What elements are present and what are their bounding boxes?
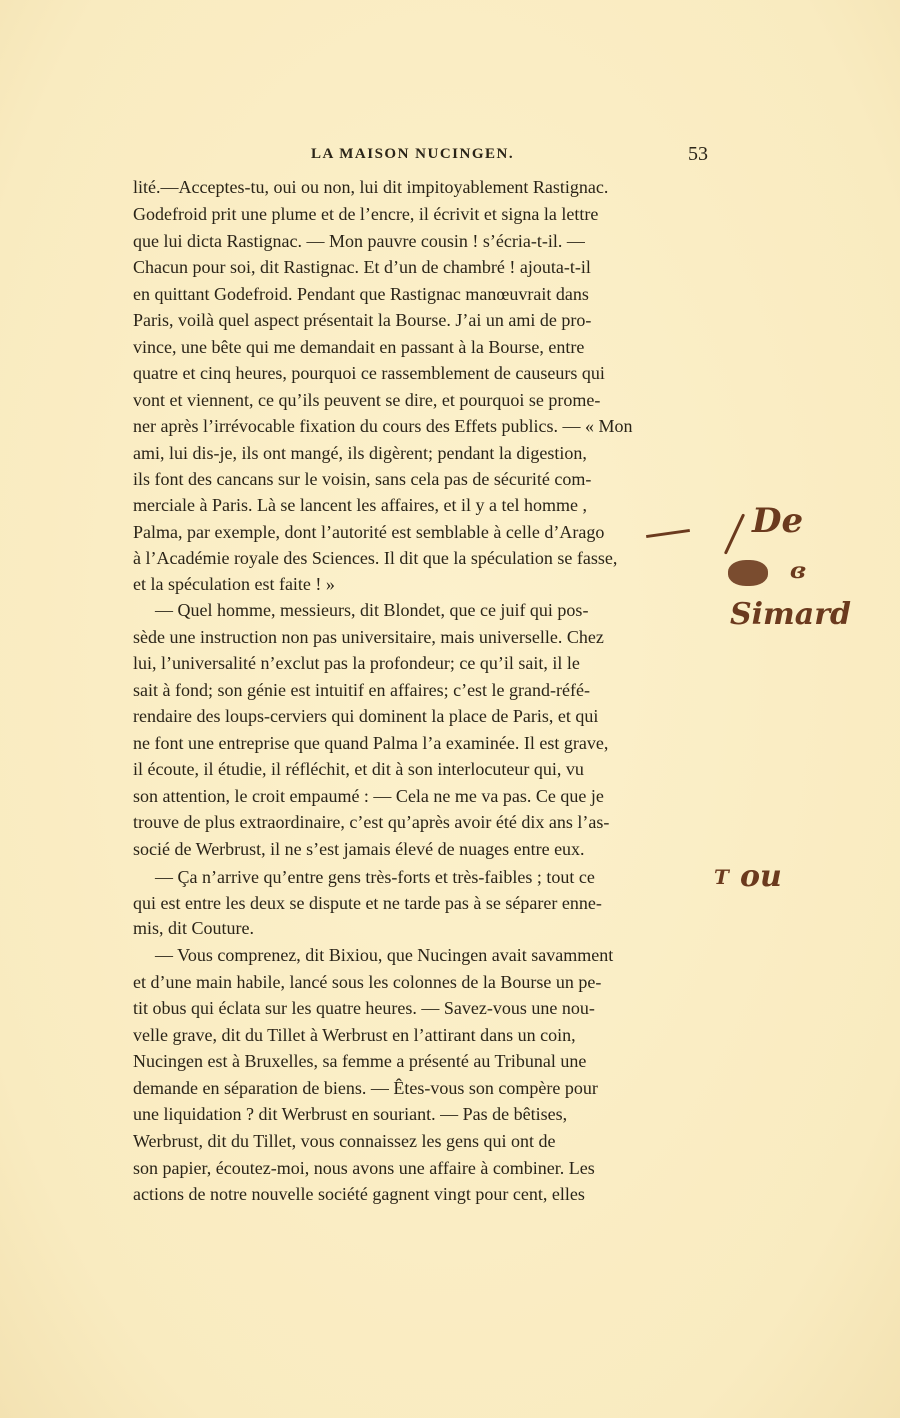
text-line: Godefroid prit une plume et de l’encre, il écrivit et signa la lettre <box>133 204 599 224</box>
text-line: en quittant Godefroid. Pendant que Rastignac manœuvrait dans <box>133 284 589 304</box>
text-line: il écoute, il étudie, il réfléchit, et dit à son interlocuteur qui, vu <box>133 759 584 779</box>
text-line: rendaire des loups-cerviers qui dominent la place de Paris, et qui <box>133 706 599 726</box>
page-number: 53 <box>688 143 708 165</box>
text-line: trouve de plus extraordinaire, c’est qu’après avoir été dix ans l’as- <box>133 812 610 832</box>
text-line: son attention, le croit empaumé : — Cela ne me va pas. Ce que je <box>133 786 604 806</box>
text-line: — Ça n’arrive qu’entre gens très-forts et très-faibles ; tout ce <box>155 867 595 887</box>
text-line: — Vous comprenez, dit Bixiou, que Nucingen avait savamment <box>155 945 614 965</box>
text-line: que lui dicta Rastignac. — Mon pauvre cousin ! s’écria-t-il. — <box>133 231 585 251</box>
text-line: ami, lui dis-je, ils ont mangé, ils digèrent; pendant la digestion, <box>133 443 587 463</box>
handwritten-note-blot: ɞ <box>790 558 806 584</box>
text-line: qui est entre les deux se dispute et ne tarde pas à se séparer enne- <box>133 893 602 913</box>
text-line: socié de Werbrust, il ne s’est jamais élevé de nuages entre eux. <box>133 839 585 859</box>
text-line: quatre et cinq heures, pourquoi ce rassemblement de causeurs qui <box>133 363 605 383</box>
text-line: actions de notre nouvelle société gagnent vingt pour cent, elles <box>133 1184 585 1204</box>
text-line: demande en séparation de biens. — Êtes-vous son compère pour <box>133 1078 598 1098</box>
handwritten-note-ou: ou <box>740 859 782 894</box>
text-line: ne font une entreprise que quand Palma l’a examinée. Il est grave, <box>133 733 609 753</box>
text-line: sait à fond; son génie est intuitif en affaires; c’est le grand-réfé- <box>133 680 590 700</box>
handwritten-note-de: De <box>752 501 804 541</box>
text-line: ils font des cancans sur le voisin, sans cela pas de sécurité com- <box>133 469 592 489</box>
handwritten-note-simard: Simard <box>730 597 852 632</box>
handwritten-slash <box>724 513 745 554</box>
text-line: tit obus qui éclata sur les quatre heures. — Savez-vous une nou- <box>133 998 595 1018</box>
text-line: son papier, écoutez-moi, nous avons une affaire à combiner. Les <box>133 1158 595 1178</box>
text-line: — Quel homme, messieurs, dit Blondet, que ce juif qui pos- <box>155 600 589 620</box>
text-line: une liquidation ? dit Werbrust en souriant. — Pas de bêtises, <box>133 1104 568 1124</box>
text-line: et la spéculation est faite ! » <box>133 574 335 594</box>
text-line: velle grave, dit du Tillet à Werbrust en l’attirant dans un coin, <box>133 1025 576 1045</box>
text-line: lui, l’universalité n’exclut pas la profondeur; ce qu’il sait, il le <box>133 653 580 673</box>
text-line: et d’une main habile, lancé sous les colonnes de la Bourse un pe- <box>133 972 602 992</box>
text-line: Paris, voilà quel aspect présentait la Bourse. J’ai un ami de pro- <box>133 310 592 330</box>
text-line: à l’Académie royale des Sciences. Il dit que la spéculation se fasse, <box>133 548 618 568</box>
text-line: Werbrust, dit du Tillet, vous connaissez les gens qui ont de <box>133 1131 556 1151</box>
text-line: vince, une bête qui me demandait en passant à la Bourse, entre <box>133 337 585 357</box>
ink-blot <box>728 560 768 586</box>
text-line: Nucingen est à Bruxelles, sa femme a présenté au Tribunal une <box>133 1051 587 1071</box>
text-line: mis, dit Couture. <box>133 918 254 938</box>
text-line: lité.—Acceptes-tu, oui ou non, lui dit impitoyablement Rastignac. <box>133 177 609 197</box>
handwritten-inline-mark: T <box>714 865 729 889</box>
page-header <box>133 143 708 168</box>
running-title: LA MAISON NUCINGEN. <box>311 146 515 162</box>
text-line: Chacun pour soi, dit Rastignac. Et d’un de chambré ! ajouta-t-il <box>133 257 591 277</box>
text-line: Palma, par exemple, dont l’autorité est semblable à celle d’Arago <box>133 522 605 542</box>
text-line: ner après l’irrévocable fixation du cours des Effets publics. — « Mon <box>133 416 633 436</box>
text-line: sède une instruction non pas universitaire, mais universelle. Chez <box>133 627 604 647</box>
text-line: vont et viennent, ce qu’ils peuvent se dire, et pourquoi se prome- <box>133 390 601 410</box>
text-line: merciale à Paris. Là se lancent les affaires, et il y a tel homme , <box>133 495 587 515</box>
